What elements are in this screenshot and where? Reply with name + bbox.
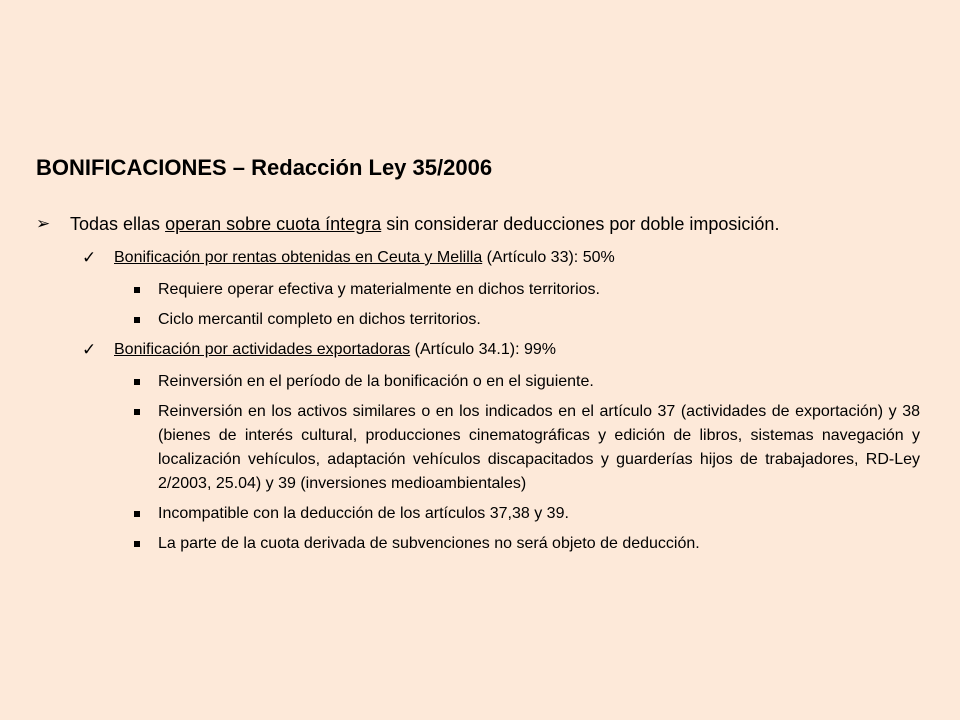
bonus2-item-text: La parte de la cuota derivada de subvenciones no será objeto de deducción. [158, 535, 700, 552]
slide-title: BONIFICACIONES – Redacción Ley 35/2006 [36, 155, 493, 180]
slide-content [36, 212, 920, 562]
square-bullet-icon [134, 287, 140, 293]
square-bullet-icon [134, 379, 140, 385]
bonus2-item [132, 400, 920, 496]
intro-text-pre: Todas ellas [70, 214, 166, 234]
bonus2-item-text: Reinversión en los activos similares o en los indicados en el artículo 37 (actividades de exportación) y 38 (bienes de interés cultural, producciones cinematográficas y edición de libros, sistemas navegación y localización vehículos, adaptación vehículos discapacitados y guarderías hijos de trabajadores, RD-Ley 2/2003, 25.04) y 39 (inversiones medioambientales) [158, 403, 920, 492]
bonus2-heading [80, 338, 920, 362]
checkmark-bullet-icon: ✓ [82, 248, 97, 267]
bonus1-item-text: Requiere operar efectiva y materialmente en dichos territorios. [158, 281, 600, 298]
bonus2-item [132, 532, 920, 556]
bonus2-item-text: Reinversión en el período de la bonificación o en el siguiente. [158, 373, 594, 390]
bonus1-title: Bonificación por rentas obtenidas en Ceuta y Melilla [114, 249, 483, 266]
bonus2-item-text: Incompatible con la deducción de los artículos 37,38 y 39. [158, 505, 569, 522]
arrow-bullet-icon: ➢ [36, 214, 51, 233]
checkmark-bullet-icon: ✓ [82, 340, 97, 359]
bonus1-item [132, 308, 920, 332]
bonus2-item [132, 502, 920, 526]
square-bullet-icon [134, 511, 140, 517]
bonus1-item [132, 278, 920, 302]
bonus1-heading [80, 246, 920, 270]
square-bullet-icon [134, 317, 140, 323]
intro-bullet [36, 212, 920, 236]
bonus2-article: (Artículo 34.1): 99% [410, 341, 557, 358]
square-bullet-icon [134, 409, 140, 415]
intro-text-underlined: operan sobre cuota íntegra [165, 214, 382, 234]
intro-text-post: sin considerar deducciones por doble imposición. [381, 214, 780, 234]
bonus2-item [132, 370, 920, 394]
bonus1-article: (Artículo 33): 50% [482, 249, 615, 266]
bonus1-item-text: Ciclo mercantil completo en dichos territorios. [158, 311, 481, 328]
bonus2-title: Bonificación por actividades exportadoras [114, 341, 411, 358]
square-bullet-icon [134, 541, 140, 547]
